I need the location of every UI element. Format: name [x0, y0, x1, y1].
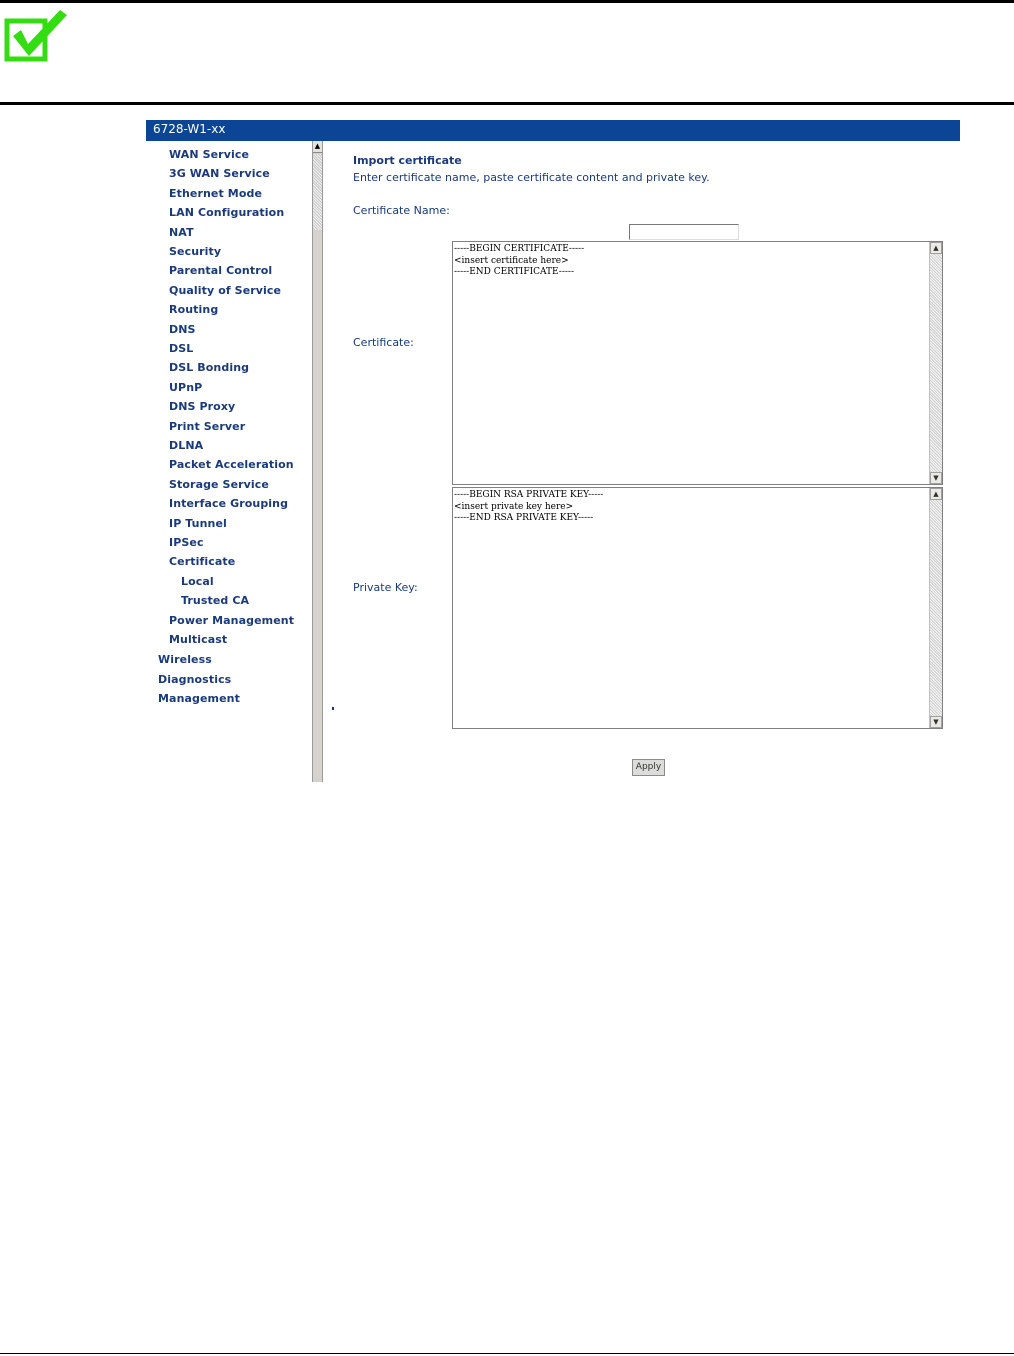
top-rule: [0, 0, 1014, 3]
sidebar-item-quality-of-service[interactable]: Quality of Service: [169, 284, 282, 297]
scroll-up-icon[interactable]: ▲: [313, 141, 322, 153]
certificate-name-field[interactable]: [629, 224, 739, 240]
sidebar-item-routing[interactable]: Routing: [169, 303, 219, 316]
sidebar-item-storage-service[interactable]: Storage Service: [169, 478, 269, 491]
sidebar-item-packet-acceleration[interactable]: Packet Acceleration: [169, 458, 294, 471]
sidebar-item-diagnostics[interactable]: Diagnostics: [158, 673, 232, 686]
sidebar-nav: [146, 141, 312, 782]
sidebar-item-power-management[interactable]: Power Management: [169, 614, 295, 627]
sidebar-item-security[interactable]: Security: [169, 245, 222, 258]
scrollbar-thumb[interactable]: [313, 154, 322, 230]
sidebar-item-ipsec[interactable]: IPSec: [169, 536, 204, 549]
sidebar-item-dsl[interactable]: DSL: [169, 342, 194, 355]
sidebar-item-local[interactable]: Local: [181, 575, 214, 588]
window-titlebar: [146, 120, 960, 141]
scroll-up-icon[interactable]: ▲: [930, 242, 942, 254]
sidebar-item-3g-wan-service[interactable]: 3G WAN Service: [169, 167, 270, 180]
stray-mark: [332, 707, 334, 710]
certificate-text[interactable]: -----BEGIN CERTIFICATE----- <insert certificate here> -----END CERTIFICATE-----: [454, 244, 585, 277]
window-title: 6728-W1-xx: [153, 122, 226, 136]
sidebar-item-dsl-bonding[interactable]: DSL Bonding: [169, 361, 250, 374]
certificate-name-label: Certificate Name:: [353, 204, 450, 217]
scroll-down-icon[interactable]: ▼: [930, 716, 942, 728]
sidebar-item-dns-proxy[interactable]: DNS Proxy: [169, 400, 236, 413]
sidebar-item-wan-service[interactable]: WAN Service: [169, 148, 250, 161]
apply-button[interactable]: Apply: [632, 759, 665, 776]
page-description: Enter certificate name, paste certificate content and private key.: [353, 171, 710, 184]
certificate-scrollbar[interactable]: [929, 242, 942, 484]
sidebar-item-print-server[interactable]: Print Server: [169, 420, 246, 433]
sidebar-item-multicast[interactable]: Multicast: [169, 633, 228, 646]
sidebar-item-interface-grouping[interactable]: Interface Grouping: [169, 497, 289, 510]
sidebar-item-ethernet-mode[interactable]: Ethernet Mode: [169, 187, 263, 200]
certificate-textarea[interactable]: [452, 241, 943, 485]
sidebar-item-dns[interactable]: DNS: [169, 323, 196, 336]
private-key-label: Private Key:: [353, 581, 418, 594]
sidebar-item-lan-configuration[interactable]: LAN Configuration: [169, 206, 285, 219]
sidebar-item-parental-control[interactable]: Parental Control: [169, 264, 273, 277]
sidebar-item-trusted-ca[interactable]: Trusted CA: [181, 594, 250, 607]
private-key-text[interactable]: -----BEGIN RSA PRIVATE KEY----- <insert private key here> -----END RSA PRIVATE KEY-----: [454, 490, 604, 523]
main-content: [323, 141, 960, 782]
certificate-label: Certificate:: [353, 336, 414, 349]
sidebar-item-wireless[interactable]: Wireless: [158, 653, 212, 666]
header-rule: [0, 102, 1014, 105]
sidebar-item-certificate[interactable]: Certificate: [169, 555, 236, 568]
router-ui-frame: [146, 120, 960, 782]
scroll-up-icon[interactable]: ▲: [930, 488, 942, 500]
sidebar-scrollbar[interactable]: [312, 141, 323, 782]
sidebar-item-upnp[interactable]: UPnP: [169, 381, 203, 394]
scroll-down-icon[interactable]: ▼: [930, 472, 942, 484]
sidebar-item-nat[interactable]: NAT: [169, 226, 194, 239]
page-heading: Import certificate: [353, 154, 462, 167]
sidebar-item-management[interactable]: Management: [158, 692, 240, 705]
private-key-scrollbar[interactable]: [929, 488, 942, 728]
checkmark-box-icon: [4, 8, 68, 62]
private-key-textarea[interactable]: [452, 487, 943, 729]
footer-rule: [0, 1353, 1014, 1354]
sidebar-item-ip-tunnel[interactable]: IP Tunnel: [169, 517, 227, 530]
sidebar-item-dlna[interactable]: DLNA: [169, 439, 204, 452]
